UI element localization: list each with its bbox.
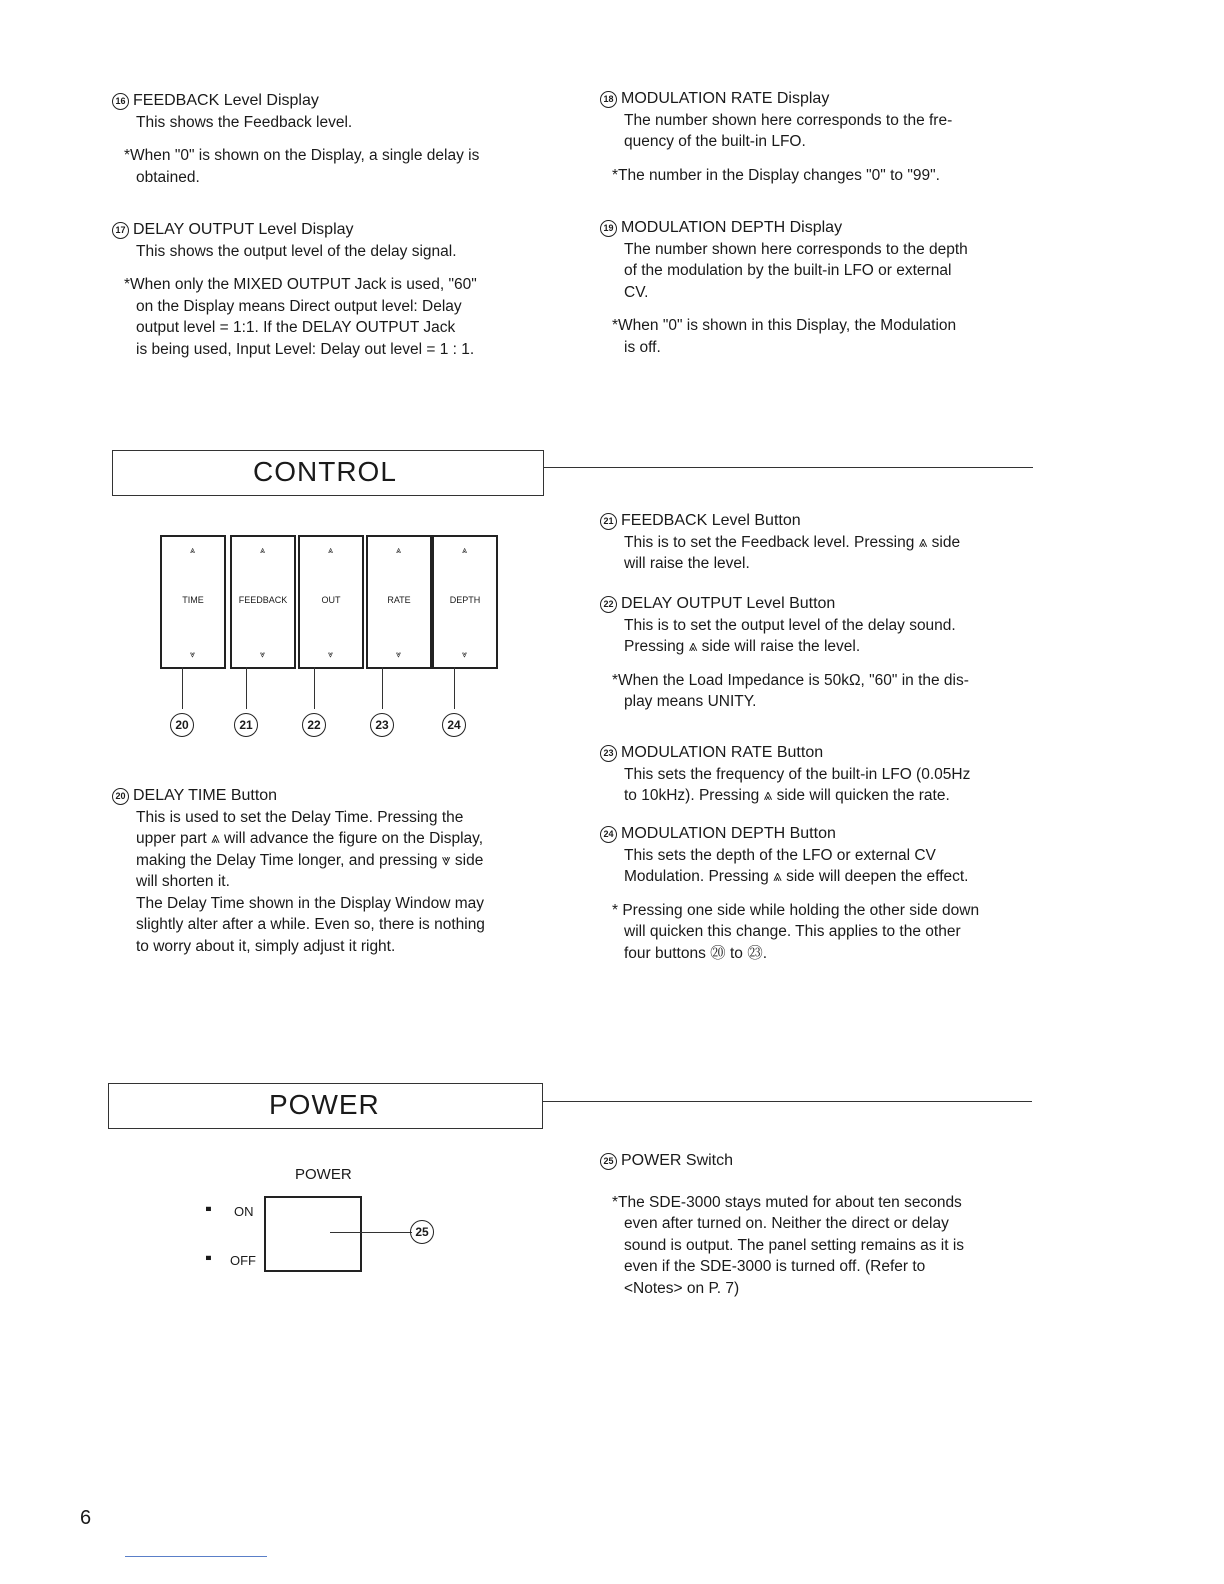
item-body: The number shown here corresponds to the depth of the modulation by the built-in LFO or external CV. — [624, 240, 968, 301]
down-arrow-icon: ⩔ — [260, 649, 266, 659]
down-arrow-icon: ⩔ — [396, 649, 402, 659]
button-label: FEEDBACK — [238, 595, 288, 605]
button-label: TIME — [182, 595, 204, 605]
down-arrow-icon: ⩔ — [190, 649, 196, 659]
on-position-icon: ▄ — [206, 1204, 211, 1211]
item-note: *When only the MIXED OUTPUT Jack is used, "60" on the Display means Direct output level: Delay output level = 1:1. If the DELAY OUTPUT Jack is being used, Input Level: Delay out level = 1 : 1. — [124, 276, 477, 358]
item-body: This sets the depth of the LFO or external CV Modulation. Pressing ⩓ side will deepen the effect. — [624, 846, 969, 885]
callout-25-icon: 25 — [600, 1153, 617, 1170]
item-title: DELAY OUTPUT Level Display — [133, 221, 354, 238]
item-title: POWER Switch — [621, 1152, 734, 1169]
item-title: MODULATION RATE Button — [621, 744, 824, 761]
item-body: The number shown here corresponds to the fre- quency of the built-in LFO. — [624, 111, 953, 150]
callout-17-icon: 17 — [112, 222, 129, 239]
item-note: *When "0" is shown on the Display, a single delay is obtained. — [124, 147, 480, 186]
leader-line — [330, 1232, 412, 1233]
item-17 — [112, 219, 552, 360]
item-title: FEEDBACK Level Display — [133, 92, 319, 109]
button-label: RATE — [387, 595, 411, 605]
item-body: This is to set the Feedback level. Pressing ⩓ side will raise the level. — [624, 533, 961, 572]
item-20 — [112, 785, 552, 957]
item-19 — [600, 217, 1040, 358]
button-label: OUT — [321, 595, 341, 605]
item-note: *The number in the Display changes "0" to "99". — [612, 166, 940, 184]
depth-button[interactable] — [432, 535, 498, 669]
up-arrow-icon: ⩓ — [260, 545, 266, 555]
leader-line — [382, 667, 383, 709]
off-label: OFF — [230, 1253, 256, 1268]
item-title: MODULATION DEPTH Display — [621, 219, 843, 236]
out-button[interactable] — [298, 535, 364, 669]
up-arrow-icon: ⩓ — [396, 545, 402, 555]
power-switch[interactable] — [264, 1196, 362, 1272]
off-position-icon: ▄ — [206, 1253, 211, 1260]
button-label: DEPTH — [449, 595, 481, 605]
page-number: 6 — [80, 1507, 92, 1529]
feedback-button[interactable] — [230, 535, 296, 669]
item-body: This is used to set the Delay Time. Pressing the upper part ⩓ will advance the figure on the Display, making the Delay Time longer, and pressing ⩔ side will shorten it. The Delay Time shown in the Display Window may slightly alter after a while. Even so, there is nothing to worry about it, simply adjust it right. — [136, 808, 485, 955]
callout-20-icon: 20 — [112, 788, 129, 805]
control-section-header — [112, 450, 544, 496]
leader-line — [246, 667, 247, 709]
leader-line — [314, 667, 315, 709]
leader-line — [182, 667, 183, 709]
callout-22-icon: 22 — [302, 713, 326, 737]
control-panel-diagram — [150, 530, 520, 750]
section-rule — [542, 1101, 1032, 1102]
item-24 — [600, 823, 1040, 964]
item-22 — [600, 593, 1040, 713]
callout-19-icon: 19 — [600, 220, 617, 237]
callout-24-icon: 24 — [600, 826, 617, 843]
callout-25-icon: 25 — [410, 1220, 434, 1244]
item-body: This shows the output level of the delay signal. — [136, 242, 457, 260]
callout-22-icon: 22 — [600, 596, 617, 613]
callout-18-icon: 18 — [600, 91, 617, 108]
section-title: POWER — [269, 1089, 380, 1120]
up-arrow-icon: ⩓ — [328, 545, 334, 555]
item-title: MODULATION DEPTH Button — [621, 825, 836, 842]
footer-rule — [125, 1556, 267, 1557]
item-note: *When the Load Impedance is 50kΩ, "60" in the dis- play means UNITY. — [612, 671, 969, 710]
power-section-header — [108, 1083, 543, 1129]
item-25 — [600, 1150, 1040, 1299]
item-title: DELAY OUTPUT Level Button — [621, 595, 836, 612]
leader-line — [454, 667, 455, 709]
up-arrow-icon: ⩓ — [190, 545, 196, 555]
item-23 — [600, 742, 1040, 807]
callout-16-icon: 16 — [112, 93, 129, 110]
item-21 — [600, 510, 1040, 575]
item-18 — [600, 88, 1040, 186]
item-body: This sets the frequency of the built-in LFO (0.05Hz to 10kHz). Pressing ⩓ side will quicken the rate. — [624, 765, 971, 804]
item-note: * Pressing one side while holding the other side down will quicken this change. This applies to the other four buttons ⑳ to ㉓. — [612, 901, 980, 962]
item-note: *When "0" is shown in this Display, the Modulation is off. — [612, 317, 957, 356]
item-title: MODULATION RATE Display — [621, 90, 830, 107]
on-label: ON — [234, 1204, 254, 1219]
item-title: DELAY TIME Button — [133, 787, 278, 804]
power-panel-title: POWER — [295, 1166, 352, 1183]
item-title: FEEDBACK Level Button — [621, 512, 801, 529]
item-body: This shows the Feedback level. — [136, 113, 353, 131]
callout-20-icon: 20 — [170, 713, 194, 737]
callout-23-icon: 23 — [600, 745, 617, 762]
item-body: This is to set the output level of the delay sound. Pressing ⩓ side will raise the level. — [624, 616, 956, 655]
section-title: CONTROL — [253, 456, 397, 487]
up-arrow-icon: ⩓ — [462, 545, 468, 555]
power-switch-diagram — [200, 1160, 450, 1290]
section-rule — [543, 467, 1033, 468]
time-button[interactable] — [160, 535, 226, 669]
rate-button[interactable] — [366, 535, 432, 669]
callout-24-icon: 24 — [442, 713, 466, 737]
item-16 — [112, 90, 552, 188]
callout-21-icon: 21 — [600, 513, 617, 530]
item-note: *The SDE-3000 stays muted for about ten seconds even after turned on. Neither the direct or delay sound is output. The panel setting remains as it is even if the SDE-3000 is turned off. (Refer to <Notes> on P. 7) — [612, 1193, 965, 1297]
callout-21-icon: 21 — [234, 713, 258, 737]
callout-23-icon: 23 — [370, 713, 394, 737]
down-arrow-icon: ⩔ — [462, 649, 468, 659]
down-arrow-icon: ⩔ — [328, 649, 334, 659]
